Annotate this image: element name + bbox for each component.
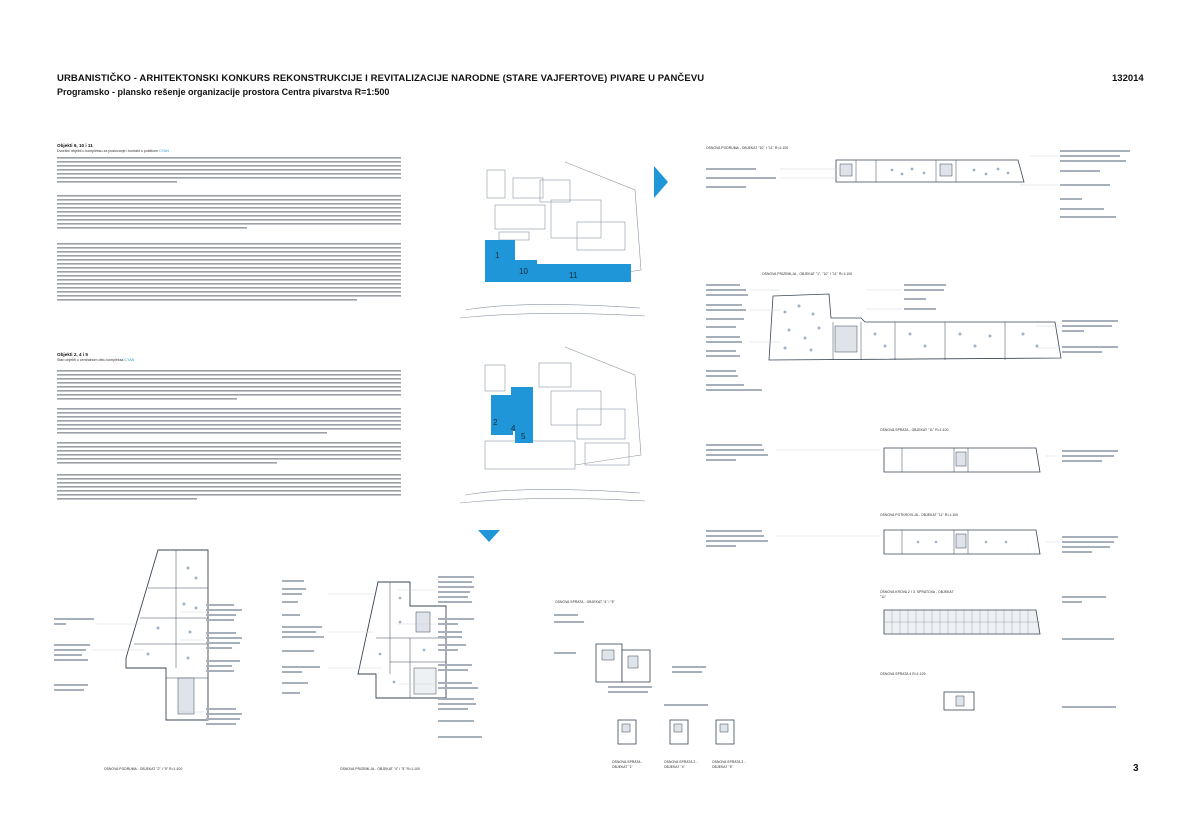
basement-10-11-label-lines [700,150,1140,220]
plan-title-floor-4-5: OSNOVA SPRATA - OBJEKAT "4" i "5" [555,600,615,604]
site-label-5: 5 [521,432,526,441]
plan-title-upper-2: OSNOVA SPRATA 2 - OBJEKAT "4" [664,760,698,769]
plan-title-basement-10-11: OSNOVA PODRUMA - OBJEKAT "10" I "11" R=1:100 [706,146,789,150]
section-subheading-2 [57,358,357,362]
text-lines-1 [57,157,401,301]
plan-title-attic-11: OSNOVA POTKROVLJA - OBJEKAT "11" R=1:100 [880,513,959,517]
plan-title-ground-4-5: OSNOVA PRIZEMLJA - OBJEKAT "4" i "5" R=1:100 [340,767,420,771]
arrow-down-icon [478,530,500,544]
site-plan-top [455,160,645,320]
floor-plan-roof-11 [882,608,1042,638]
floor-plan-upper-floor-3 [714,718,738,748]
section-subheading-2-highlight: CYAN [124,358,135,362]
text-lines-2 [57,370,401,500]
site-label-2: 2 [493,418,498,427]
site-plan-bottom-context [460,347,645,503]
attic-11-label-lines [706,530,1136,560]
plan-title-floor-11: OSNOVA SPRATA - OBJEKAT "11" R=1:100 [880,428,949,432]
roof-11-label-lines [1062,596,1122,646]
section-subheading-1-text: Dvorišni objekti u kompleksu za poslovanje i kontakt s publikom [57,149,160,153]
floor-plan-upper-floor-2 [668,718,692,748]
section-subheading-1-highlight: CYAN [159,149,169,153]
floor-4-5-label-lines [554,612,714,712]
section-subheading-1 [57,149,357,153]
ground-4-5-label-lines [282,576,522,746]
section-heading-2: Objekti 2, 4 i 5 [57,352,88,357]
site-label-1: 1 [495,251,500,260]
site-label-11: 11 [569,271,578,280]
project-code: 132014 [1112,73,1144,84]
page-number: 3 [1133,763,1139,774]
arrow-right-icon [654,166,670,198]
plan-title-roof-11: OSNOVA KROVA 2 I 3. SPRATOVA - OBJEKAT "11" [880,590,954,599]
plan-title-upper-1: OSNOVA SPRATA - OBJEKAT "1" [612,760,643,769]
floor-11-label-lines [706,444,1136,474]
floor-plan-floor-4 [942,690,978,714]
site-label-10: 10 [519,267,528,276]
basement-2-5-label-lines [50,604,250,734]
text-block-1 [57,157,401,332]
site-plan-top-highlight [485,240,631,282]
section-heading-1: Objekti 9, 10 i 11 [57,143,93,148]
ground-1-10-11-label-lines [706,284,1136,400]
floor-4-label-lines [1062,706,1122,712]
plan-title-upper-3: OSNOVA SPRATA 3 - OBJEKAT "5" [712,760,746,769]
floor-plan-upper-floor-1 [616,718,640,748]
plan-title-ground-1-10-11: OSNOVA PRIZEMLJA - OBJEKAT "1", "10" I "11" R=1:100 [762,272,853,276]
site-label-4: 4 [511,424,516,433]
site-plan-bottom-highlight [491,387,533,443]
site-plan-bottom [455,345,645,505]
page-subtitle: Programsko - plansko rešenje organizacije prostora Centra pivarstva R=1:500 [57,87,390,97]
page-title: URBANISTIČKO - ARHITEKTONSKI KONKURS REKONSTRUKCIJE I REVITALIZACIJE NARODNE (STARE VAJFERTOVE) PIVARE U PANČEVU [57,73,705,84]
plan-title-floor-4: OSNOVA SPRATA 4 R=1:100 [880,672,926,676]
plan-title-basement-2-5: OSNOVA PODRUMA - OBJEKAT "2" i "5" R=1:100 [104,767,183,771]
section-subheading-2-text: Stari objekti u centralnom delu kompleksa [57,358,125,362]
text-block-2 [57,370,401,520]
